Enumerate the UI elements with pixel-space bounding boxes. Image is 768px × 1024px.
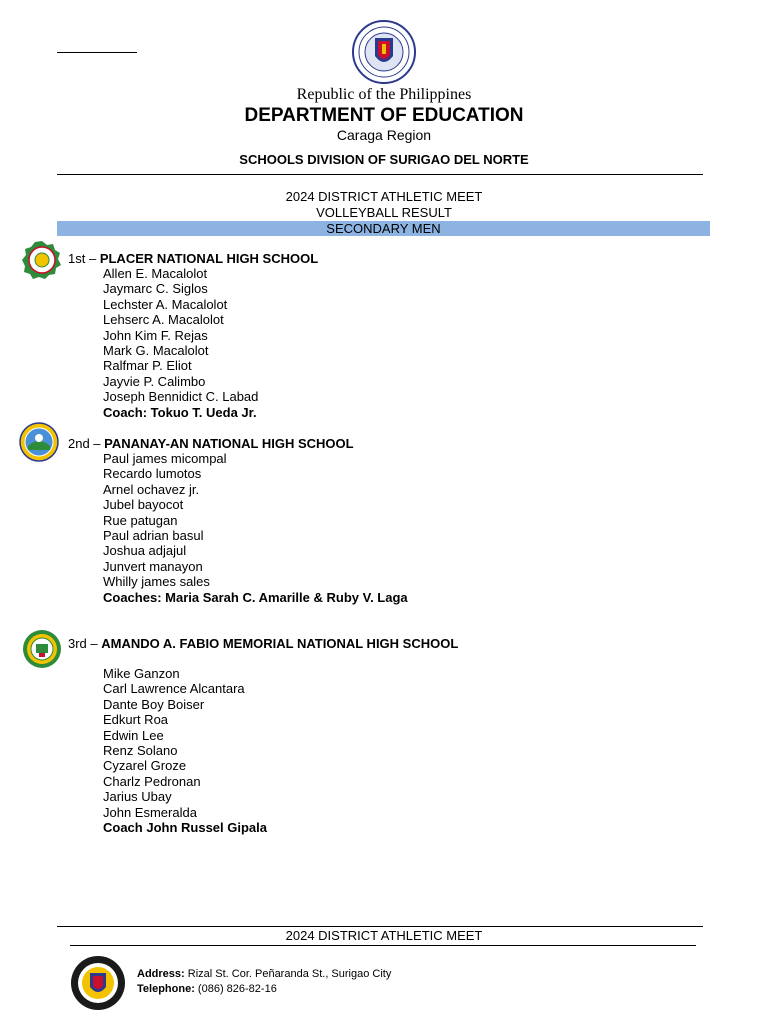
amando-fabio-mnhs-logo-icon <box>22 629 62 669</box>
meet-title: 2024 DISTRICT ATHLETIC MEET <box>285 189 483 204</box>
player-name: Carl Lawrence Alcantara <box>103 681 245 697</box>
player-name: Lechster A. Macalolot <box>103 296 228 312</box>
player-name: Renz Solano <box>103 743 178 759</box>
place-1-school: PLACER NATIONAL HIGH SCHOOL <box>99 251 319 266</box>
player-name: Rue patugan <box>103 512 178 528</box>
player-name: Allen E. Macalolot <box>103 266 208 281</box>
player-name: Ralfmar P. Eliot <box>103 358 192 374</box>
place-3-school: AMANDO A. FABIO MEMORIAL NATIONAL HIGH SCHOOL <box>101 636 459 651</box>
player-name: John Esmeralda <box>103 804 197 820</box>
player-name: Paul james micompal <box>103 451 227 466</box>
place-1-roster <box>103 266 258 420</box>
player-name: Jayvie P. Calimbo <box>103 373 206 389</box>
player-name: John Kim F. Rejas <box>103 327 208 343</box>
place-2-rank: 2nd – <box>68 436 101 451</box>
division-heading: SCHOOLS DIVISION OF SURIGAO DEL NORTE <box>239 152 529 167</box>
player-name: Mark G. Macalolot <box>103 343 209 359</box>
player-name: Junvert manayon <box>103 558 203 574</box>
player-name: Arnel ochavez jr. <box>103 481 200 497</box>
telephone-value: (086) 826-82-16 <box>197 983 277 995</box>
coach-name: Coach John Russel Gipala <box>103 820 267 836</box>
footer-divider-bottom <box>70 945 696 946</box>
player-name: Charlz Pedronan <box>103 773 201 789</box>
player-name: Whilly james sales <box>103 574 210 590</box>
footer-meet-title: 2024 DISTRICT ATHLETIC MEET <box>285 928 483 943</box>
category-band: SECONDARY MEN <box>57 221 710 236</box>
telephone-label: Telephone: <box>137 983 195 995</box>
place-3-heading <box>68 636 458 651</box>
address-value: Rizal St. Cor. Peñaranda St., Surigao City <box>187 968 392 980</box>
place-3-rank: 3rd – <box>68 636 98 651</box>
header-divider <box>57 174 703 175</box>
address-label: Address: <box>137 968 185 980</box>
place-2-roster <box>103 451 408 605</box>
place-1-rank: 1st – <box>68 251 97 266</box>
footer-divider-top <box>57 926 703 927</box>
place-2-school: PANANAY-AN NATIONAL HIGH SCHOOL <box>104 436 354 451</box>
result-title: VOLLEYBALL RESULT <box>316 205 452 220</box>
blank-line <box>57 52 137 53</box>
republic-heading: Republic of the Philippines <box>296 86 472 103</box>
division-seal-icon <box>70 955 126 1011</box>
deped-seal-icon <box>349 20 419 84</box>
region-heading: Caraga Region <box>336 127 432 143</box>
player-name: Edwin Lee <box>103 727 164 743</box>
place-1-heading <box>68 251 318 266</box>
player-name: Edkurt Roa <box>103 712 169 728</box>
coach-name: Coaches: Maria Sarah C. Amarille & Ruby V. Laga <box>103 589 408 605</box>
player-name: Jarius Ubay <box>103 789 172 805</box>
player-name: Recardo lumotos <box>103 466 202 482</box>
player-name: Paul adrian basul <box>103 528 204 544</box>
player-name: Dante Boy Boiser <box>103 696 205 712</box>
player-name: Joseph Bennidict C. Labad <box>103 389 259 405</box>
footer-contact <box>137 967 391 997</box>
player-name: Mike Ganzon <box>103 666 180 681</box>
player-name: Cyzarel Groze <box>103 758 187 774</box>
player-name: Jaymarc C. Siglos <box>103 281 208 297</box>
pananay-an-nhs-logo-icon <box>19 422 59 462</box>
player-name: Lehserc A. Macalolot <box>103 312 224 328</box>
coach-name: Coach: Tokuo T. Ueda Jr. <box>103 404 257 420</box>
player-name: Jubel bayocot <box>103 497 184 513</box>
place-2-heading <box>68 436 354 451</box>
department-heading: DEPARTMENT OF EDUCATION <box>244 105 524 126</box>
player-name: Joshua adjajul <box>103 543 187 559</box>
placer-nhs-logo-icon <box>22 240 62 280</box>
place-3-roster <box>103 666 267 835</box>
